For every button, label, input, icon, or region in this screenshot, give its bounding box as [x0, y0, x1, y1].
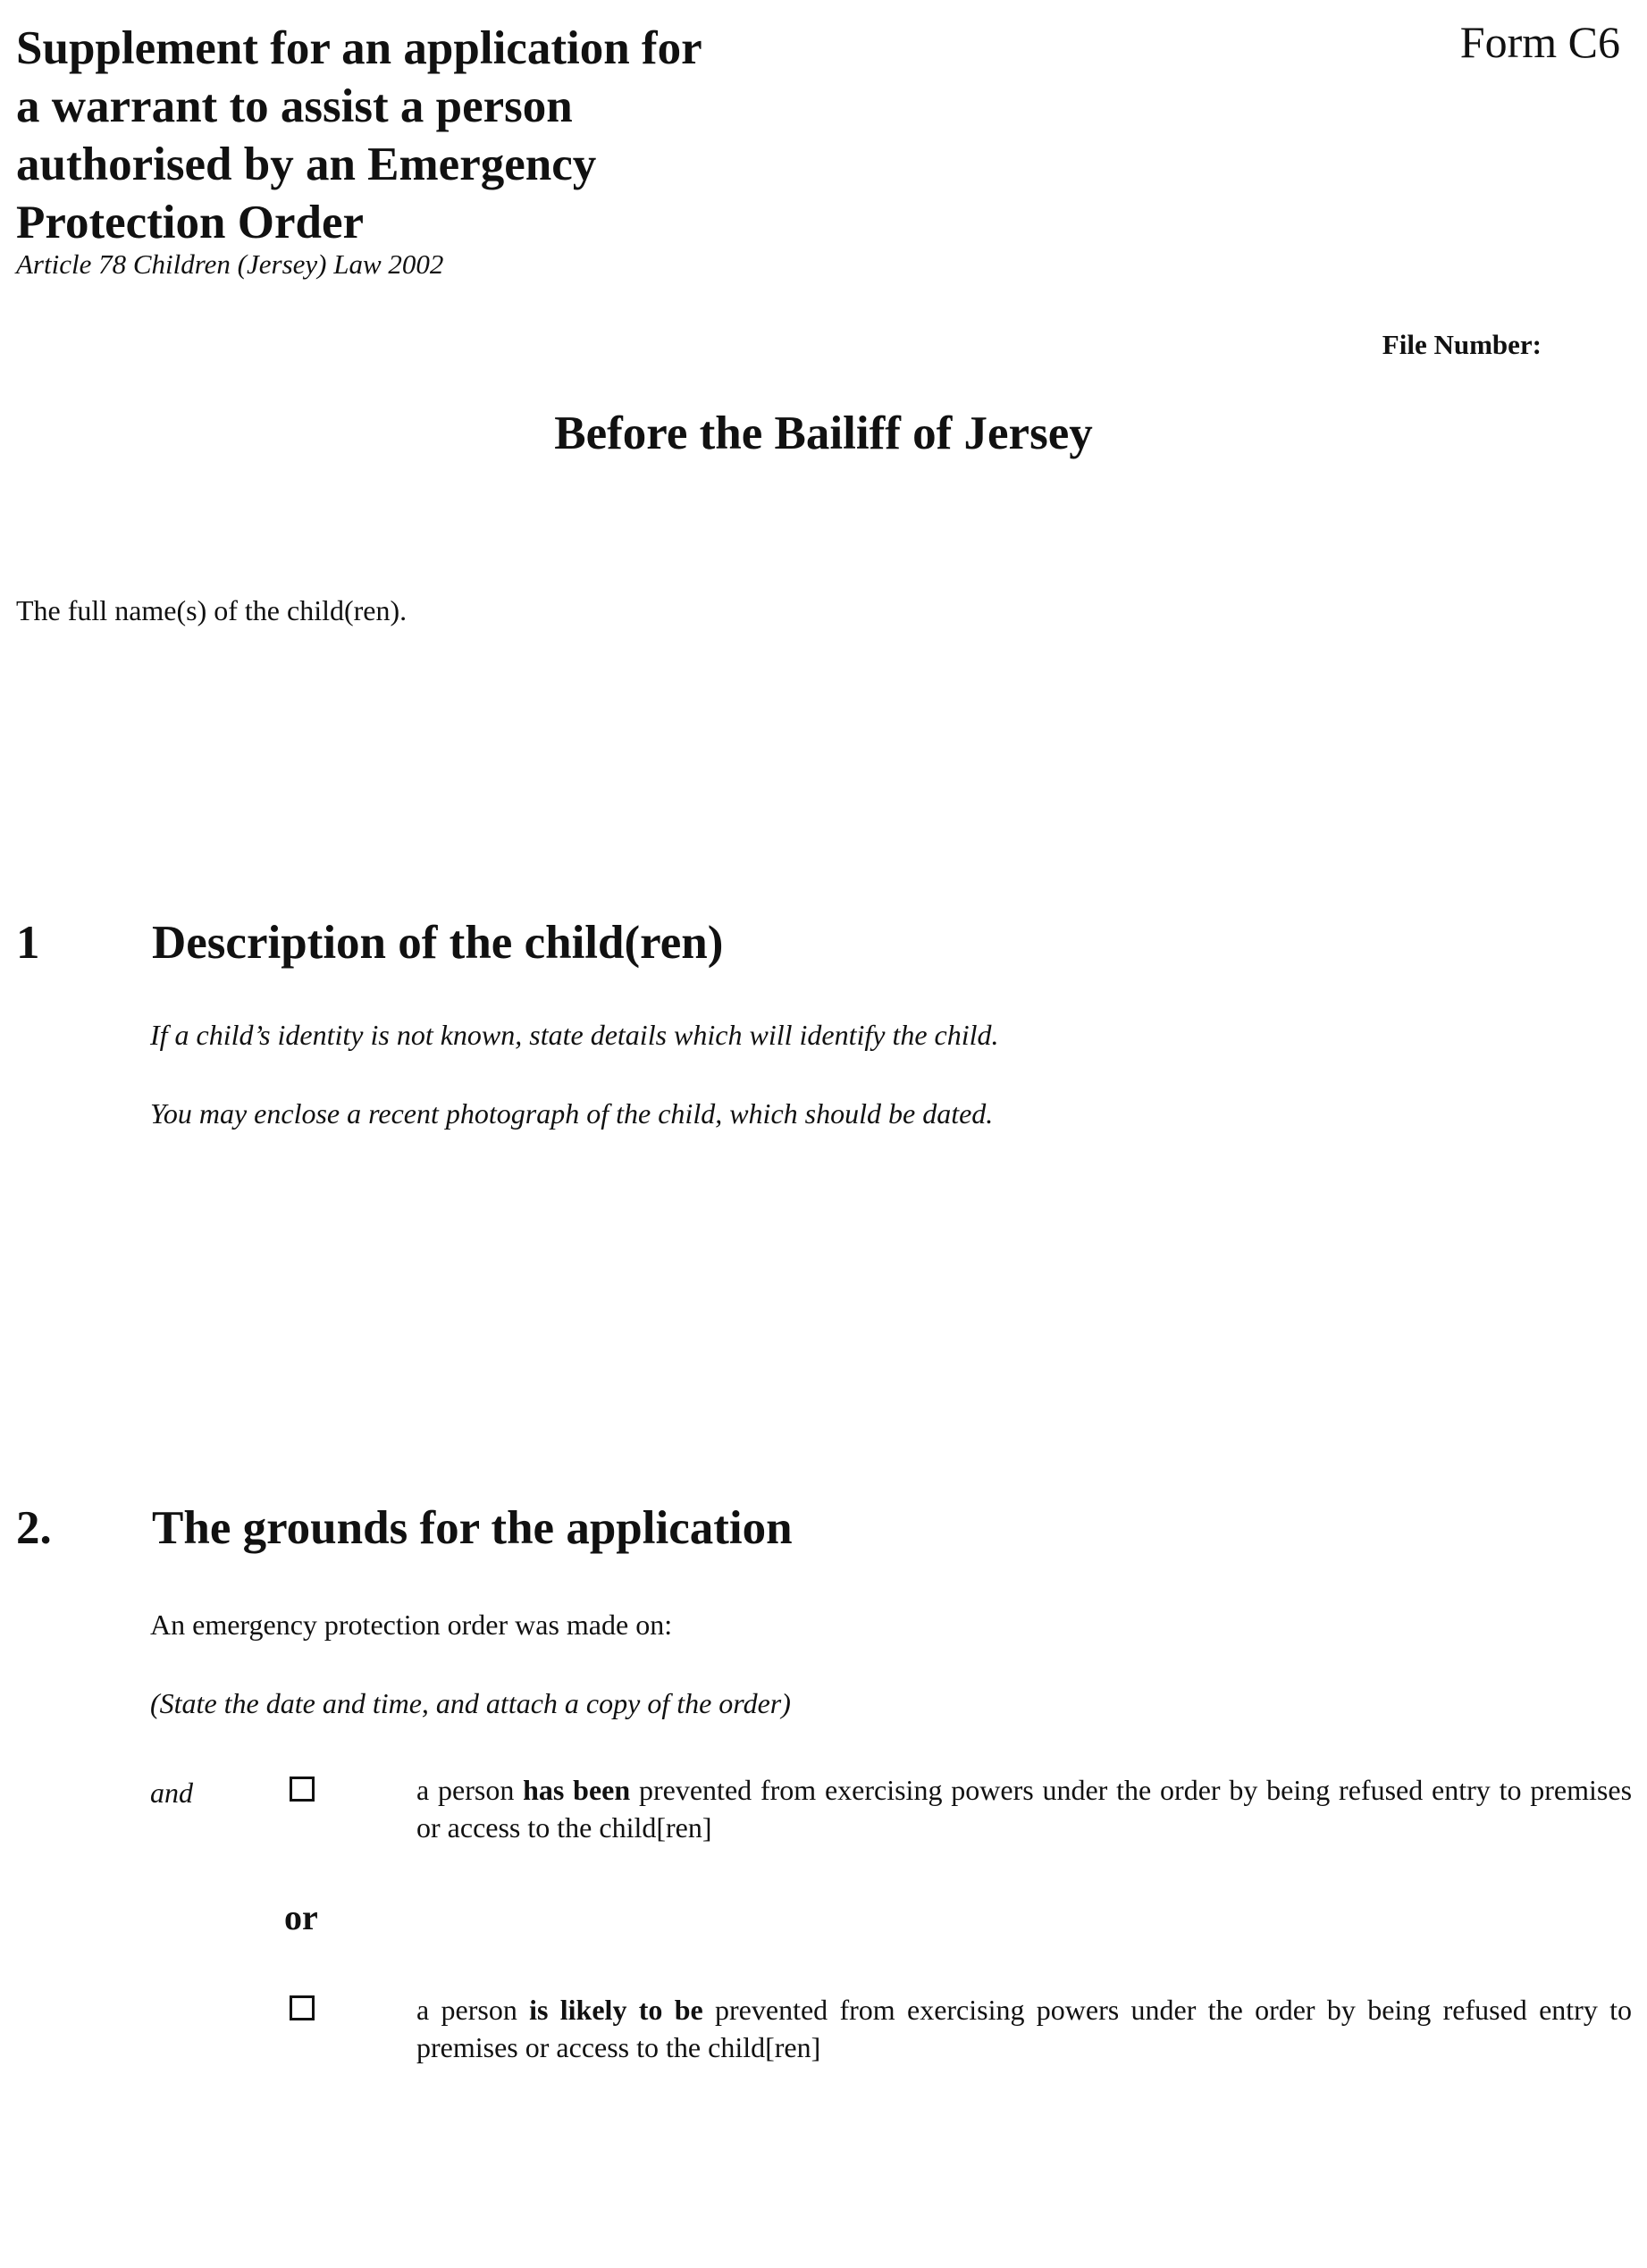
likely-to-be-prevented-checkbox[interactable] — [290, 1995, 315, 2020]
section-2-number: 2. — [16, 1502, 52, 1554]
option-has-been-prevented — [416, 1771, 1632, 1846]
title-line: Supplement for an application for — [16, 22, 702, 74]
option-likely-to-be-prevented — [416, 1991, 1632, 2066]
child-names-prompt: The full name(s) of the child(ren). — [16, 594, 408, 626]
title-line: authorised by an Emergency — [16, 139, 597, 190]
title-line: a warrant to assist a person — [16, 80, 573, 132]
option-1-text-before: a person — [416, 1774, 524, 1806]
section-1-note-photo: You may enclose a recent photograph of the child, which should be dated. — [150, 1097, 994, 1130]
order-made-statement: An emergency protection order was made on: — [150, 1609, 673, 1641]
option-1-text-after: prevented from exercising powers under the order by being refused entry to premises or access to the child[ren] — [416, 1774, 1633, 1844]
section-1-title: Description of the child(ren) — [152, 917, 724, 969]
and-label: and — [150, 1777, 193, 1809]
title-line: Protection Order — [16, 197, 365, 248]
has-been-prevented-checkbox[interactable] — [290, 1777, 315, 1802]
section-2-title: The grounds for the application — [152, 1502, 793, 1554]
or-label: or — [284, 1897, 318, 1937]
form-code: Form C6 — [1459, 17, 1620, 67]
option-2-text-before: a person — [416, 1994, 530, 2026]
option-1-emphasis: has been — [523, 1774, 631, 1806]
file-number-label: File Number: — [1382, 329, 1542, 360]
option-2-emphasis: is likely to be — [529, 1994, 703, 2026]
court-heading: Before the Bailiff of Jersey — [554, 407, 1093, 459]
article-reference: Article 78 Children (Jersey) Law 2002 — [16, 248, 444, 280]
section-1-note-identity: If a child’s identity is not known, state details which will identify the child. — [150, 1019, 999, 1051]
form-title — [16, 20, 892, 252]
state-date-note: (State the date and time, and attach a copy of the order) — [150, 1687, 791, 1719]
option-2-text-after: prevented from exercising powers under the order by being refused entry to premises or access to the child[ren] — [416, 1994, 1633, 2063]
section-1-number: 1 — [16, 917, 40, 969]
